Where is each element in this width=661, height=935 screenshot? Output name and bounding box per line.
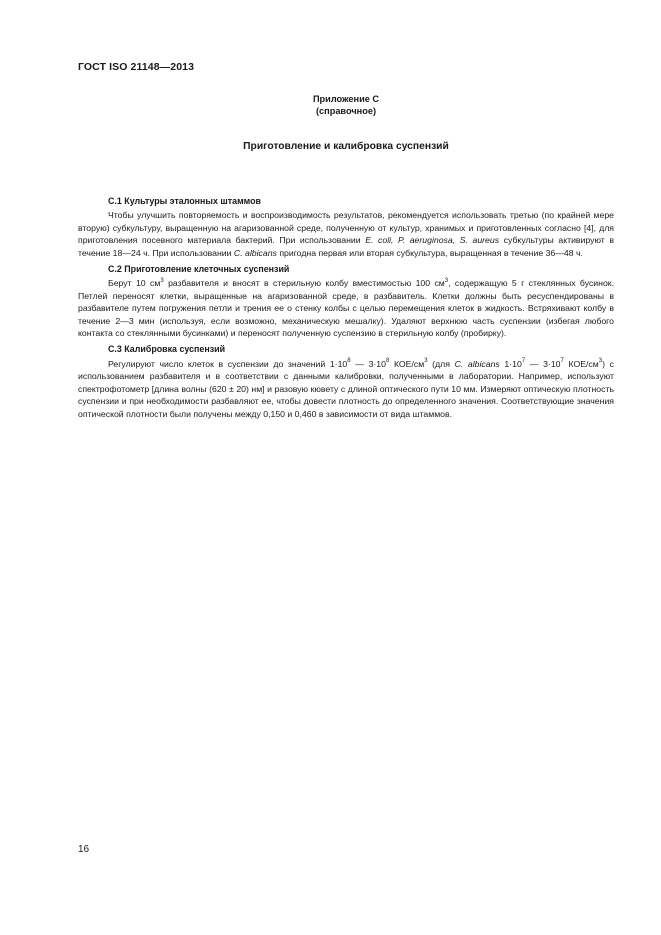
section-title: С.1 Культуры эталонных штаммов: [108, 196, 261, 206]
section-paragraph: Чтобы улучшить повторяемость и воспроизводимость результатов, рекомендуется использовать третью (по крайней мере вторую) субкультуру, выращенную на агаризованной среде, полученную от культур, хранимых и приготовленных согласно [4], для приготовления посевного материала бактерий. При использовании E. coli, P. aeruginosa, S. aureus субкультуры активируют в течение 18—24 ч. При использовании C. albicans пригодна первая или вторая субкультура, выращенная в течение 36—48 ч.: [78, 210, 614, 258]
section-paragraph: Регулируют число клеток в суспензии до значений $1\cdot 10^8$ — $3\cdot 10^8$ КОЕ/$см^3$ (для C. albicans $1\cdot 10^7$ — $3\cdot 10^7$ КОЕ/$см^3$) с использованием разбавителя и в соответствии с данными калибровки, полученными в лаборатории. Например, используют спектрофотометр [длина волны (620 ± 20) нм] и разовую кювету с длиной оптического пути 10 мм. Измеряют оптическую плотность суспензии и при необходимости разбавляют ее, чтобы довести плотность до определенного значения. Соответствующие значения оптической плотности были получены между 0,150 и 0,460 в зависимости от вида штаммов.: [78, 358, 614, 419]
standard-designation: ГОСТ ISO 21148—2013: [78, 61, 195, 73]
section-title: С.2 Приготовление клеточных суспензий: [108, 264, 290, 275]
document-title: Приготовление и калибровка суспензий: [243, 141, 449, 152]
annex-subtitle: (справочное): [315, 106, 376, 116]
section-paragraph: Берут 10 $см^3$ разбавителя и вносят в стерильную колбу вместимостью 100 $см^3$, содержащую 5 г стеклянных бусинок. Петлей переносят клетки, выращенные на агаризованной среде, в разбавитель. Клетки должны быть ресуспендированы в разбавителе путем погружения петли и трения ее о стенку колбы с целью перемещения клеток в жидкость. Встряхивают колбу в течение 2—3 мин (используя, если возможно, механическую мешалку). Удаляют верхнюю часть суспензии (избегая любого контакта со стеклянными бусинками) и переносят полученную суспензию в стерильную колбу (пробирку).: [78, 278, 615, 339]
section-c2: [78, 263, 614, 339]
annex-title: Приложение С: [312, 94, 380, 104]
page-number: 16: [78, 844, 90, 855]
section-title: С.3 Калибровка суспензий: [108, 344, 226, 355]
section-c3: [78, 343, 614, 419]
section-c1: [78, 195, 614, 259]
document-body: [78, 195, 614, 424]
